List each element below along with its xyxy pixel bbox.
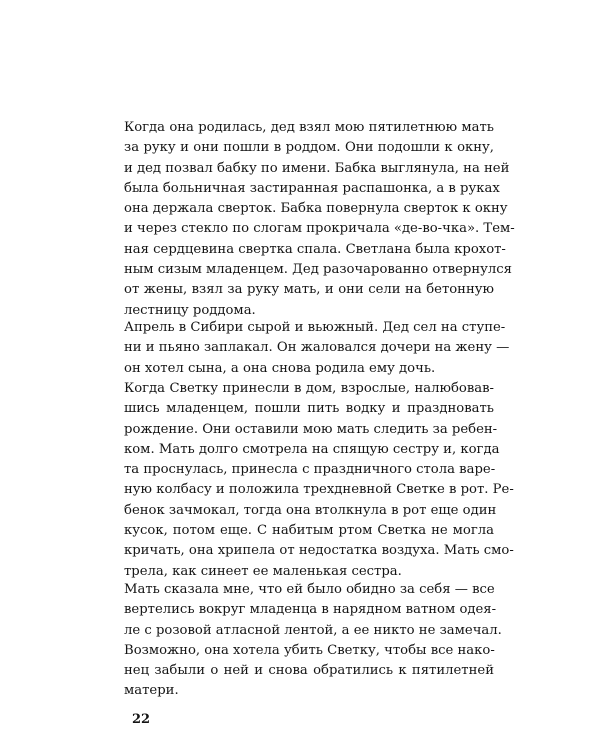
paragraph-line: нец забыли о ней и снова обратились к пятилетней — [124, 663, 494, 679]
paragraph-line: ную колбасу и положила трехдневной Светке в рот. Ре- — [124, 482, 514, 498]
paragraph-3 — [124, 379, 514, 582]
paragraph-line: кричать, она хрипела от недостатка воздуха. Мать смо- — [124, 543, 514, 559]
paragraph-line: ле с розовой атласной лентой, а ее никто не замечал. — [124, 622, 502, 638]
paragraph-line: ная сердцевина свертка спала. Светлана была крохот- — [124, 241, 506, 257]
paragraph-line: и дед позвал бабку по имени. Бабка выглянула, на ней — [124, 160, 510, 176]
paragraph-line: ком. Мать долго смотрела на спящую сестру и, когда — [124, 441, 500, 457]
paragraph-line: кусок, потом еще. С набитым ртом Светка не могла — [124, 523, 494, 539]
paragraph-line: Когда она родилась, дед взял мою пятилетнюю мать — [124, 120, 494, 135]
paragraph-line: и через стекло по слогам прокричала «де-во-чка». Тем- — [124, 221, 515, 237]
page-number: 22 — [132, 712, 151, 727]
paragraph-line: от жены, взял за руку мать, и они сели на бетонную — [124, 282, 494, 298]
paragraph-2 — [124, 318, 510, 379]
paragraph-line: ни и пьяно заплакал. Он жаловался дочери на жену — — [124, 340, 510, 356]
paragraph-line: матери. — [124, 683, 179, 699]
paragraph-line: Возможно, она хотела убить Светку, чтобы все нако- — [124, 642, 495, 658]
paragraph-line: шись младенцем, пошли пить водку и праздновать — [124, 401, 494, 417]
paragraph-line: за руку и они пошли в роддом. Они подошли к окну, — [124, 140, 494, 156]
paragraph-line: трела, как синеет ее маленькая сестра. — [124, 563, 402, 579]
paragraph-4 — [124, 580, 502, 702]
paragraph-line: вертелись вокруг младенца в нарядном ватном одея- — [124, 602, 497, 618]
paragraph-line: он хотел сына, а она снова родила ему дочь. — [124, 360, 436, 376]
paragraph-line: Апрель в Сибири сырой и вьюжный. Дед сел на ступе- — [124, 320, 506, 335]
paragraph-line: была больничная застиранная распашонка, а в руках — [124, 180, 500, 196]
paragraph-line: лестницу роддома. — [124, 302, 256, 318]
paragraph-line: Мать сказала мне, что ей было обидно за себя — все — [124, 582, 495, 597]
paragraph-line: рождение. Они оставили мою мать следить за ребен- — [124, 421, 498, 437]
paragraph-line: та проснулась, принесла с праздничного стола варе- — [124, 462, 496, 478]
paragraph-line: Когда Светку принесли в дом, взрослые, налюбовав- — [124, 381, 494, 396]
paragraph-1 — [124, 118, 515, 321]
paragraph-line: бенок зачмокал, тогда она втолкнула в рот еще один — [124, 502, 497, 518]
paragraph-line: ным сизым младенцем. Дед разочарованно отвернулся — [124, 262, 512, 278]
paragraph-line: она держала сверток. Бабка повернула сверток к окну — [124, 201, 508, 217]
